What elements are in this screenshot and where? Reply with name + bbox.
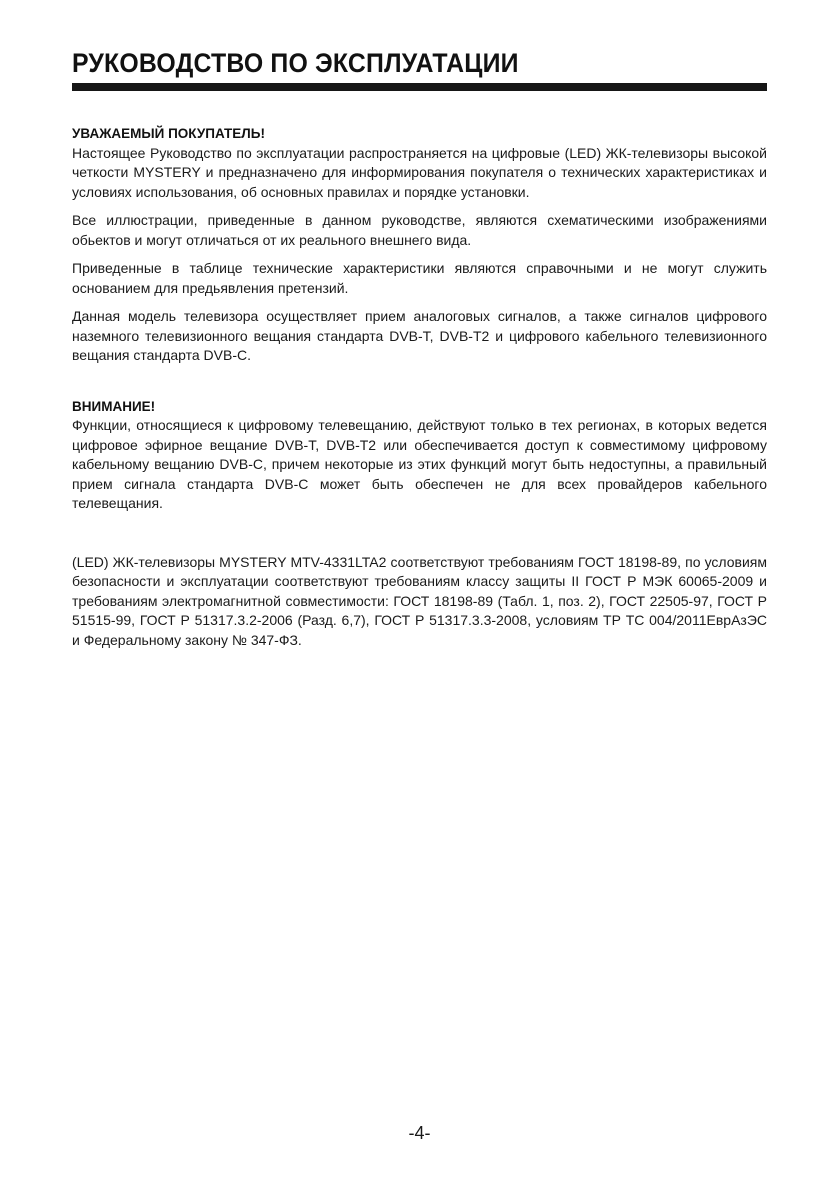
document-body [72,124,767,659]
customer-heading: УВАЖАЕМЫЙ ПОКУПАТЕЛЬ! [72,126,265,141]
attention-paragraph: Функции, относящиеся к цифровому телевещанию, действуют только в тех регионах, в которых ведется цифровое эфирное вещание DVB-T, DVB-T2 или обеспечивается доступ к совместимому цифровому кабельному вещанию DVB-C, причем некоторые из этих функций могут быть недоступны, а правильный прием сигнала стандарта DVB-C может быть обеспечен не для всех провайдеров кабельного телевещания. [72,417,767,511]
compliance-paragraph: (LED) ЖК-телевизоры MYSTERY MTV-4331LTA2 соответствуют требованиям ГОСТ 18198-89, по условиям безопасности и эксплуатации соответствуют требованиям классу защиты II ГОСТ Р МЭК 60065-2009 и требованиям электромагнитной совместимости: ГОСТ 18198-89 (Табл. 1, поз. 2), ГОСТ 22505-97, ГОСТ Р 51515-99, ГОСТ Р 51317.3.2-2006 (Разд. 6,7), ГОСТ Р 51317.3.3-2008, условиям ТР ТС 004/2011ЕврАзЭС и Федеральному закону № 347-ФЗ. [72,553,767,648]
page-header [72,46,767,80]
signal-reception-paragraph: Данная модель телевизора осуществляет прием аналоговых сигналов, а также сигналов цифрового наземного телевизионного вещания стандарта DVB-T, DVB-T2 и цифрового кабельного телевизионного вещания стандарта DVB-C. [72,308,767,363]
page-number: -4- [408,1123,431,1143]
attention-section [72,397,767,514]
title-underline-rule [72,83,767,91]
illustrations-paragraph: Все иллюстрации, приведенные в данном руководстве, являются схематическими изображениями обьектов и могут отличаться от их реального внешнего вида. [72,212,767,248]
compliance-section [72,553,767,651]
page-title: РУКОВОДСТВО ПО ЭКСПЛУАТАЦИИ [72,48,519,78]
specifications-paragraph: Приведенные в таблице технические характеристики являются справочными и не могут служить основанием для предьявления претензий. [72,260,767,296]
customer-section [72,124,767,366]
attention-heading: ВНИМАНИЕ! [72,398,156,414]
intro-paragraph: Настоящее Руководство по эксплуатации распространяется на цифровые (LED) ЖК-телевизоры высокой четкости MYSTERY и предназначено для информирования покупателя о технических характеристиках и условиях использования, об основных правилах и порядке установки. [72,144,767,200]
